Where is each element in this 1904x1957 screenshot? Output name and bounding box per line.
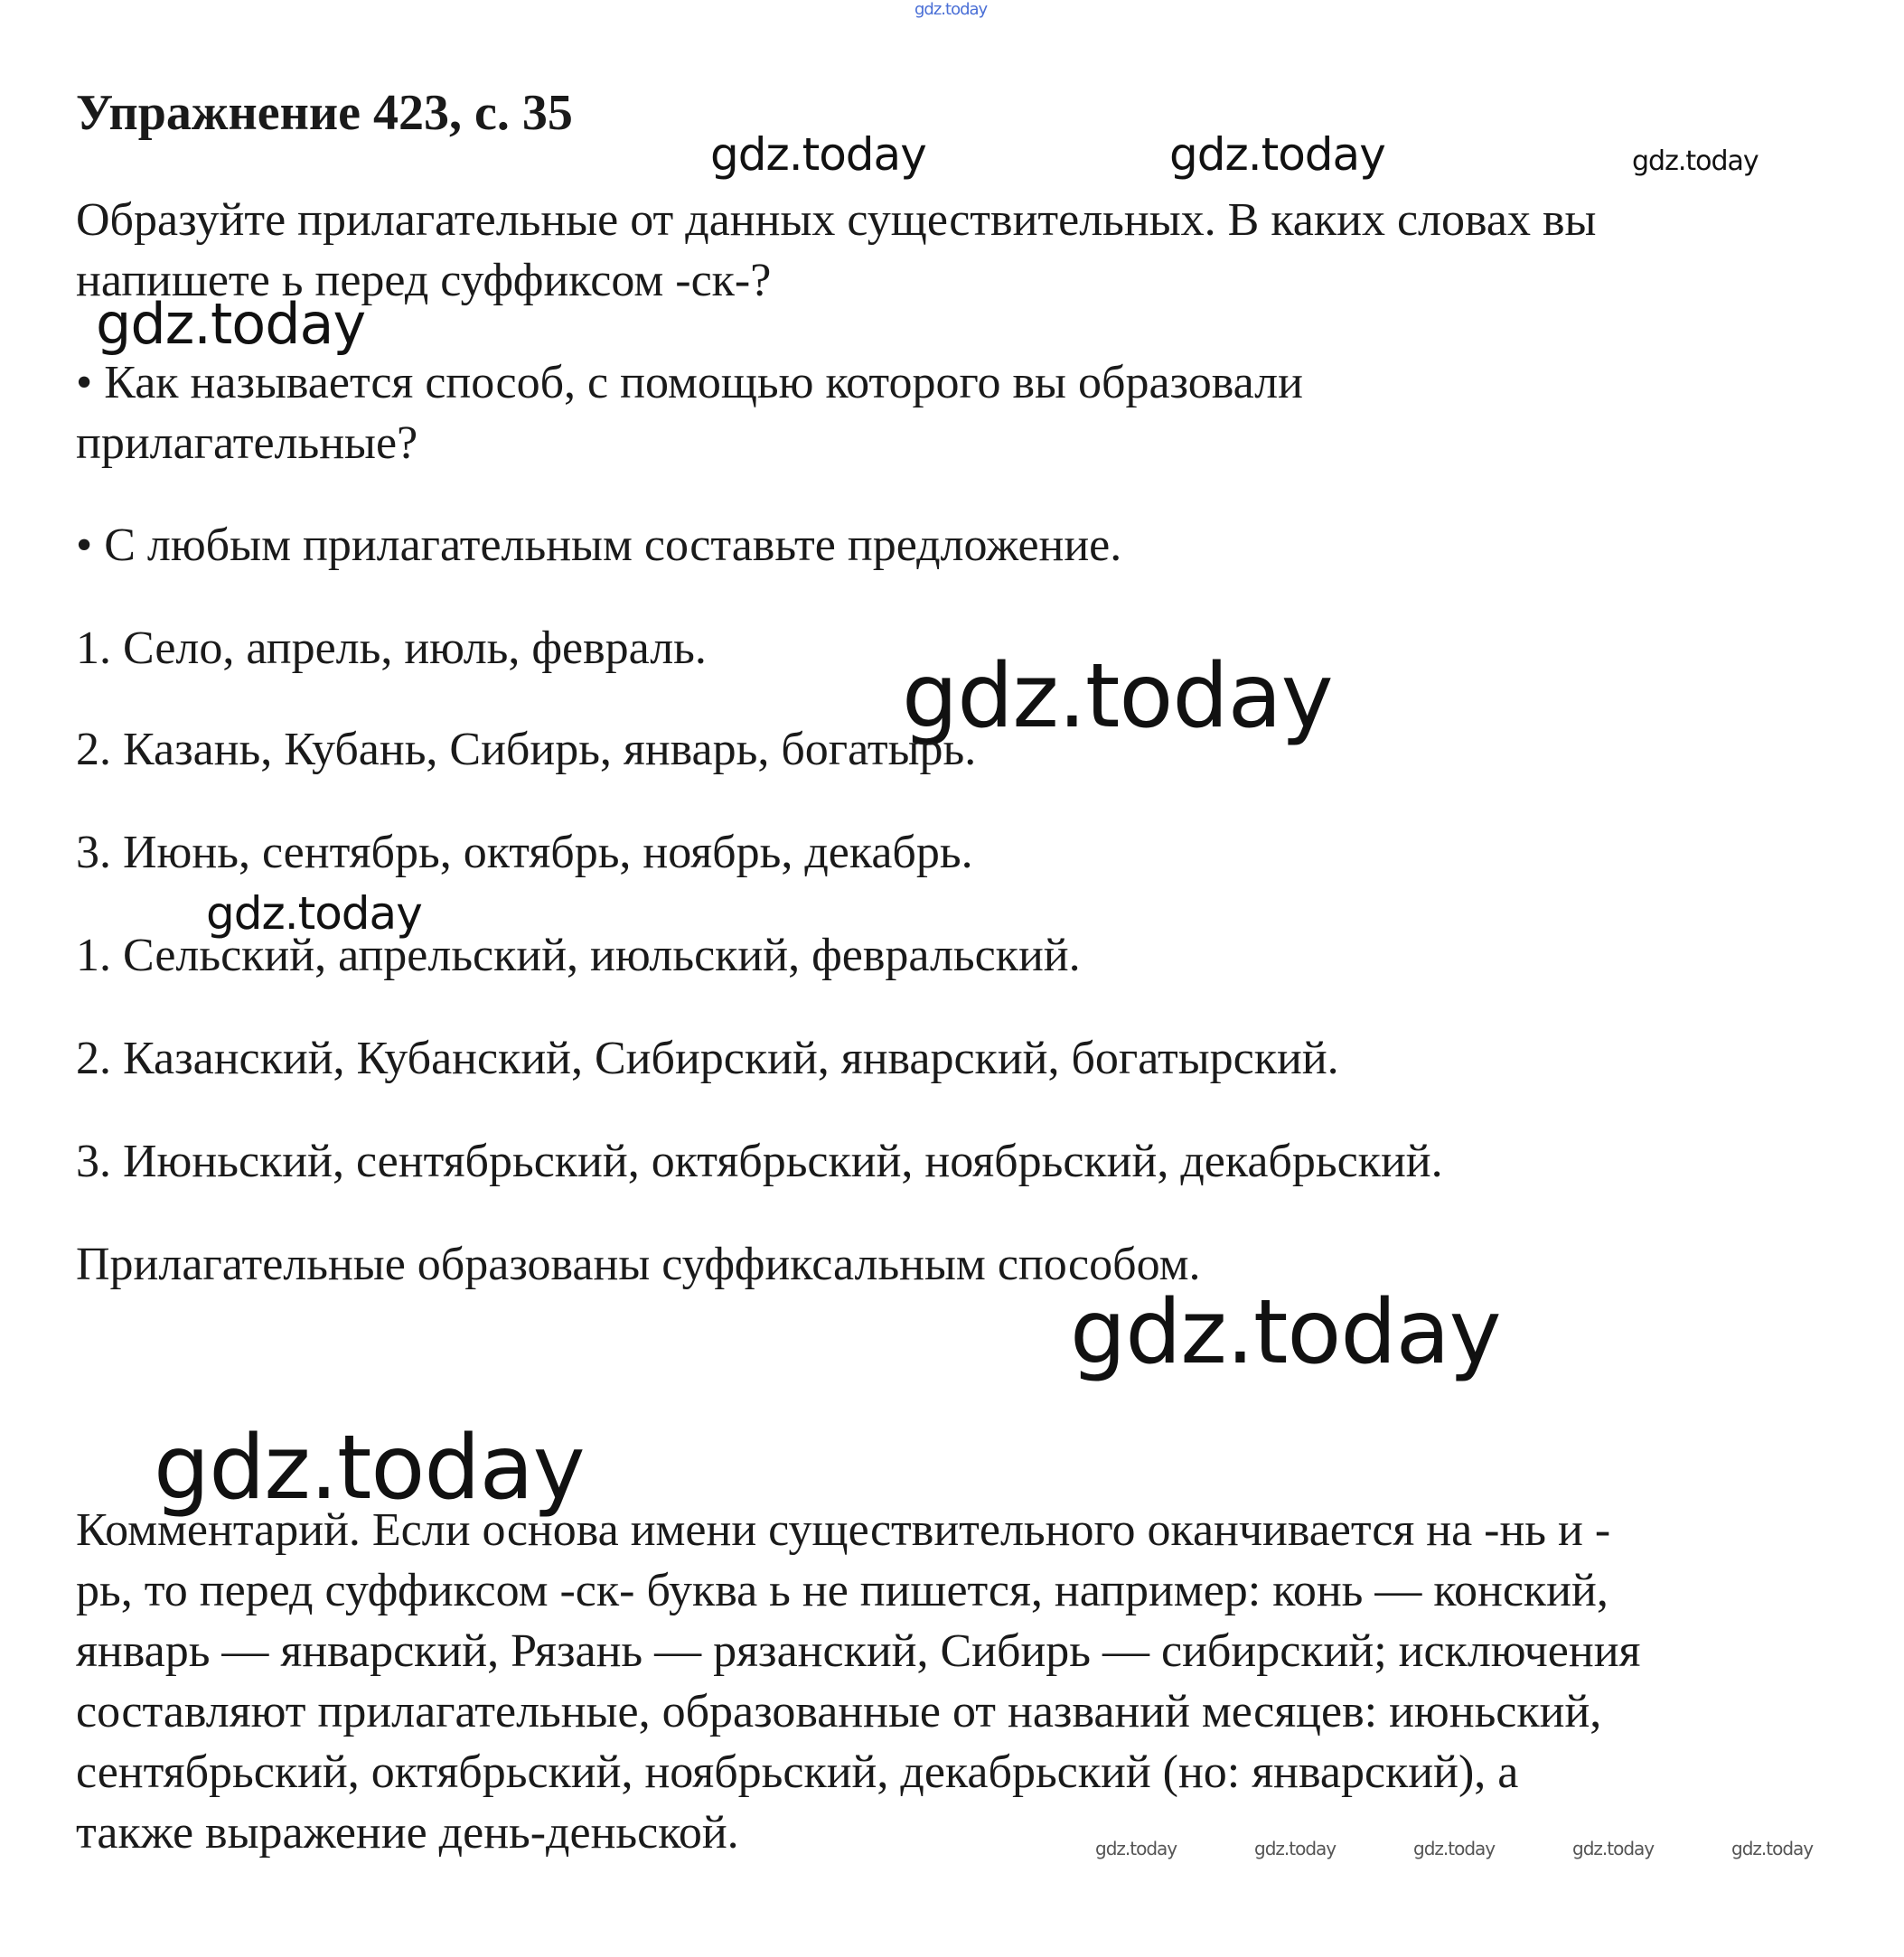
watermark: gdz.today	[1254, 1838, 1337, 1859]
answer-word-row	[76, 1131, 1847, 1192]
watermark: gdz.today	[1413, 1838, 1496, 1859]
comment-line: также выражение день-деньской.	[76, 1807, 739, 1859]
watermark: gdz.today	[1169, 128, 1385, 181]
comment-line: составляют прилагательные, образованные от названий месяцев: июньский,	[76, 1686, 1602, 1737]
source-words-3: 3. Июнь, сентябрь, октябрь, ноябрь, декабрь.	[76, 827, 973, 878]
question-method	[76, 352, 1847, 473]
conclusion	[76, 1234, 1847, 1295]
watermark: gdz.today	[154, 1417, 585, 1520]
answer-words-3: 3. Июньский, сентябрьский, октябрьский, ноябрьский, декабрьский.	[76, 1136, 1443, 1187]
question-sentence	[76, 515, 1847, 576]
question-line: • С любым прилагательным составьте предложение.	[76, 520, 1122, 571]
watermark: gdz.today	[1632, 145, 1759, 177]
watermark: gdz.today	[1070, 1281, 1501, 1384]
source-words-1: 1. Село, апрель, июль, февраль.	[76, 623, 707, 674]
answer-word-row	[76, 925, 1847, 986]
comment-line: Комментарий. Если основа имени существительного оканчивается на -нь и -	[76, 1504, 1611, 1556]
source-word-row	[76, 822, 1847, 883]
watermark: gdz.today	[710, 128, 926, 181]
watermark-top: gdz.today	[914, 0, 988, 19]
watermark: gdz.today	[206, 887, 422, 940]
question-line: • Как называется способ, с помощью которого вы образовали	[76, 357, 1303, 408]
comment-block	[76, 1500, 1847, 1863]
source-words-2: 2. Казань, Кубань, Сибирь, январь, богатырь.	[76, 724, 977, 775]
comment-line: рь, то перед суффиксом -ск- буква ь не пишется, например: конь — конский,	[76, 1565, 1609, 1616]
comment-line: сентябрьский, октябрьский, ноябрьский, декабрьский (но: январский), а	[76, 1746, 1519, 1798]
watermark: gdz.today	[96, 291, 366, 357]
watermark: gdz.today	[902, 645, 1333, 748]
answer-words-2: 2. Казанский, Кубанский, Сибирский, январский, богатырский.	[76, 1033, 1339, 1084]
watermark: gdz.today	[1572, 1838, 1655, 1859]
comment-line: январь — январский, Рязань — рязанский, Сибирь — сибирский; исключения	[76, 1625, 1641, 1677]
question-line: прилагательные?	[76, 417, 418, 469]
watermark: gdz.today	[1095, 1838, 1177, 1859]
source-word-row	[76, 719, 1847, 780]
exercise-heading: Упражнение 423, с. 35	[76, 85, 573, 141]
answer-word-row	[76, 1028, 1847, 1089]
task-line: Образуйте прилагательные от данных существительных. В каких словах вы	[76, 194, 1597, 246]
watermark: gdz.today	[1731, 1838, 1814, 1859]
task-line: напишете ь перед суффиксом -ск-?	[76, 255, 772, 306]
conclusion-text: Прилагательные образованы суффиксальным способом.	[76, 1239, 1201, 1290]
answer-words-1: 1. Сельский, апрельский, июльский, февральский.	[76, 930, 1081, 981]
